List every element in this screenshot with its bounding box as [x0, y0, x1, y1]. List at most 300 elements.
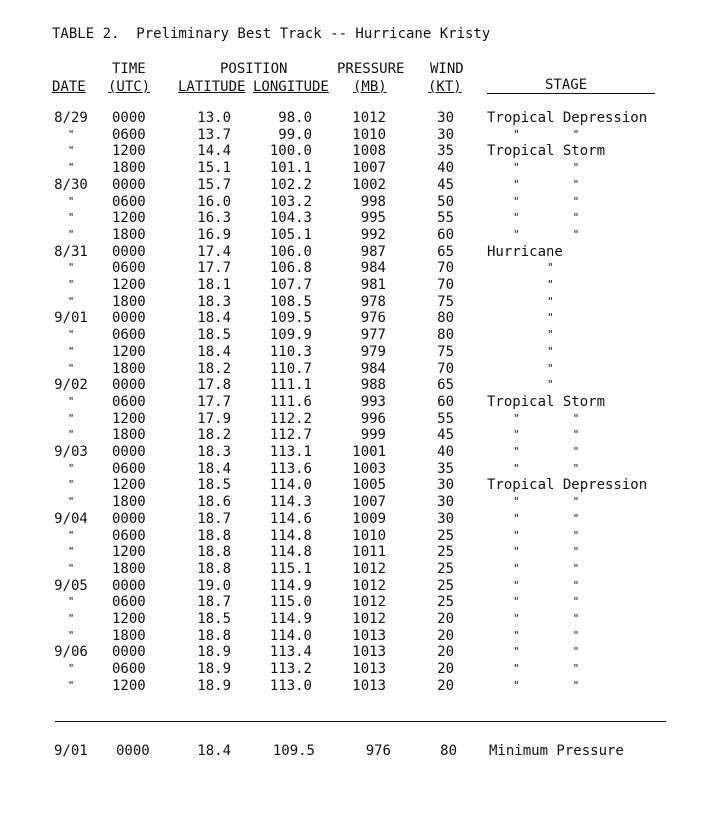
stage-cell: " " [513, 161, 580, 175]
pressure-cell: 992 [360, 226, 386, 243]
date-cell: " [67, 127, 75, 141]
table-row [0, 444, 703, 461]
date-cell: 9/02 [54, 377, 88, 394]
table-row [0, 461, 703, 478]
time-cell: 0000 [112, 243, 146, 260]
wind-cell: 20 [437, 611, 454, 627]
wind-cell: 30 [437, 126, 454, 143]
pressure-cell: 979 [360, 343, 386, 360]
wind-cell: 25 [437, 544, 454, 561]
longitude-cell: 112.7 [269, 427, 312, 444]
time-cell: 0600 [112, 661, 146, 678]
summary-wind: 80 [440, 743, 457, 759]
date-cell: " [67, 294, 75, 308]
longitude-cell: 99.0 [278, 126, 312, 143]
stage-cell: " [547, 328, 554, 342]
time-cell: 0000 [112, 176, 146, 193]
latitude-cell: 18.2 [197, 427, 231, 444]
header-pressure-top: PRESSURE [337, 61, 405, 77]
wind-cell: 65 [437, 377, 454, 394]
longitude-cell: 114.0 [269, 477, 312, 494]
latitude-cell: 18.2 [197, 360, 231, 377]
table-row [0, 644, 703, 661]
stage-cell: " [547, 361, 554, 375]
table-row [0, 561, 703, 578]
longitude-cell: 115.1 [269, 560, 312, 577]
time-cell: 1800 [112, 494, 146, 511]
date-cell: 9/04 [54, 510, 88, 527]
pressure-cell: 1010 [352, 527, 386, 544]
latitude-cell: 18.8 [197, 627, 231, 644]
table-row [0, 494, 703, 511]
table-row [0, 678, 703, 695]
table-row [0, 110, 703, 127]
wind-cell: 80 [437, 310, 454, 327]
pressure-cell: 1002 [352, 176, 386, 193]
latitude-cell: 17.7 [197, 260, 231, 277]
pressure-cell: 998 [360, 193, 386, 210]
latitude-cell: 18.3 [197, 444, 231, 460]
latitude-cell: 18.9 [197, 661, 231, 678]
pressure-cell: 1012 [352, 611, 386, 627]
longitude-cell: 114.6 [269, 510, 312, 527]
latitude-cell: 17.9 [197, 410, 231, 427]
header-position-top: POSITION [220, 61, 288, 77]
longitude-cell: 113.4 [269, 644, 312, 661]
longitude-cell: 113.2 [269, 661, 312, 678]
summary-row [0, 743, 703, 760]
table-row [0, 127, 703, 144]
longitude-cell: 112.2 [269, 410, 312, 427]
summary-date: 9/01 [54, 743, 88, 759]
table-row [0, 528, 703, 545]
wind-cell: 20 [437, 627, 454, 644]
table-row [0, 578, 703, 595]
table-row [0, 294, 703, 311]
time-cell: 0600 [112, 126, 146, 143]
table-row [0, 361, 703, 378]
wind-cell: 80 [437, 327, 454, 344]
table-row [0, 227, 703, 244]
time-cell: 1800 [112, 360, 146, 377]
latitude-cell: 13.7 [197, 126, 231, 143]
stage-cell: " " [513, 578, 580, 592]
time-cell: 0600 [112, 327, 146, 344]
time-cell: 0600 [112, 193, 146, 210]
table-title: TABLE 2. Preliminary Best Track -- Hurricane Kristy [52, 26, 491, 42]
stage-cell: " " [513, 445, 580, 458]
latitude-cell: 18.9 [197, 677, 231, 694]
wind-cell: 45 [437, 427, 454, 444]
pressure-cell: 996 [360, 410, 386, 427]
longitude-cell: 115.0 [269, 594, 312, 611]
pressure-cell: 1012 [352, 594, 386, 611]
pressure-cell: 1007 [352, 494, 386, 511]
wind-cell: 25 [437, 527, 454, 544]
stage-cell: " " [513, 612, 580, 625]
date-cell: " [67, 227, 75, 241]
time-cell: 1800 [112, 627, 146, 644]
pressure-cell: 1005 [352, 477, 386, 494]
pressure-cell: 984 [360, 360, 386, 377]
pressure-cell: 1013 [352, 661, 386, 678]
latitude-cell: 17.8 [197, 377, 231, 394]
date-cell: " [67, 628, 75, 642]
time-cell: 0600 [112, 460, 146, 477]
latitude-cell: 15.1 [197, 160, 231, 177]
time-cell: 0600 [112, 594, 146, 611]
table-bottom-rule [55, 721, 666, 722]
table-row [0, 628, 703, 645]
stage-cell: " " [513, 561, 580, 575]
pressure-cell: 1012 [352, 560, 386, 577]
latitude-cell: 16.0 [197, 193, 231, 210]
date-cell: " [67, 394, 75, 408]
time-cell: 1200 [112, 143, 146, 160]
table-row [0, 344, 703, 361]
stage-cell: " " [513, 227, 580, 241]
wind-cell: 70 [437, 277, 454, 293]
wind-cell: 65 [437, 243, 454, 260]
wind-cell: 40 [437, 444, 454, 460]
table-row [0, 244, 703, 261]
wind-cell: 30 [437, 477, 454, 494]
time-cell: 1800 [112, 560, 146, 577]
table-row [0, 411, 703, 428]
pressure-cell: 1010 [352, 126, 386, 143]
time-cell: 1800 [112, 427, 146, 444]
longitude-cell: 100.0 [269, 143, 312, 160]
stage-cell: " [547, 294, 554, 308]
stage-cell: Hurricane [487, 243, 563, 260]
latitude-cell: 18.1 [197, 277, 231, 293]
wind-cell: 35 [437, 143, 454, 160]
stage-cell: " [547, 311, 554, 325]
table-row [0, 511, 703, 528]
time-cell: 0000 [112, 577, 146, 594]
wind-cell: 70 [437, 360, 454, 377]
time-cell: 0000 [112, 310, 146, 327]
longitude-cell: 109.9 [269, 327, 312, 344]
time-cell: 0000 [112, 644, 146, 661]
stage-cell: Tropical Depression [487, 477, 648, 494]
latitude-cell: 18.3 [197, 293, 231, 310]
table-row [0, 194, 703, 211]
wind-cell: 70 [437, 260, 454, 277]
date-cell: " [67, 678, 75, 692]
pressure-cell: 999 [360, 427, 386, 444]
header-time-top: TIME [112, 61, 146, 77]
table-row [0, 611, 703, 628]
table-row [0, 327, 703, 344]
wind-cell: 25 [437, 594, 454, 611]
date-cell: " [67, 561, 75, 575]
stage-cell: " " [513, 595, 580, 609]
pressure-cell: 1012 [352, 110, 386, 126]
table-row [0, 661, 703, 678]
longitude-cell: 106.0 [269, 243, 312, 260]
header-wind-bottom: (KT) [428, 79, 462, 95]
longitude-cell: 102.2 [269, 176, 312, 193]
date-cell: " [67, 495, 75, 509]
latitude-cell: 18.8 [197, 527, 231, 544]
wind-cell: 20 [437, 661, 454, 678]
stage-cell: " " [513, 127, 580, 141]
latitude-cell: 14.4 [197, 143, 231, 160]
wind-cell: 60 [437, 226, 454, 243]
header-stage: STAGE [545, 77, 588, 93]
longitude-cell: 105.1 [269, 226, 312, 243]
stage-cell: " " [513, 177, 580, 191]
summary-latitude: 18.4 [197, 743, 231, 759]
date-cell: " [67, 328, 75, 342]
latitude-cell: 18.5 [197, 611, 231, 627]
longitude-cell: 109.5 [269, 310, 312, 327]
table-row [0, 427, 703, 444]
latitude-cell: 18.4 [197, 343, 231, 360]
summary-longitude: 109.5 [272, 743, 315, 759]
date-cell: 9/01 [54, 310, 88, 327]
latitude-cell: 18.5 [197, 477, 231, 494]
stage-cell: " " [513, 511, 580, 525]
latitude-cell: 18.5 [197, 327, 231, 344]
longitude-cell: 110.3 [269, 343, 312, 360]
longitude-cell: 98.0 [278, 110, 312, 126]
date-cell: " [67, 461, 75, 475]
longitude-cell: 113.1 [269, 444, 312, 460]
date-cell: " [67, 545, 75, 559]
pressure-cell: 1013 [352, 627, 386, 644]
date-cell: 8/31 [54, 243, 88, 260]
stage-cell: " " [513, 545, 580, 559]
header-time-bottom: (UTC) [108, 79, 151, 95]
summary-pressure: 976 [365, 743, 391, 759]
latitude-cell: 18.8 [197, 544, 231, 561]
wind-cell: 25 [437, 560, 454, 577]
longitude-cell: 104.3 [269, 210, 312, 227]
pressure-cell: 1011 [352, 544, 386, 561]
date-cell: " [67, 528, 75, 542]
pressure-cell: 1001 [352, 444, 386, 460]
time-cell: 0000 [112, 377, 146, 394]
stage-cell: " " [513, 495, 580, 509]
wind-cell: 50 [437, 193, 454, 210]
longitude-cell: 113.0 [269, 677, 312, 694]
longitude-cell: 114.3 [269, 494, 312, 511]
stage-cell: " " [513, 662, 580, 676]
header-longitude: LONGITUDE [253, 79, 329, 95]
time-cell: 1200 [112, 343, 146, 360]
latitude-cell: 18.4 [197, 460, 231, 477]
time-cell: 1800 [112, 226, 146, 243]
longitude-cell: 107.7 [269, 277, 312, 293]
stage-cell: Tropical Storm [487, 393, 606, 410]
longitude-cell: 103.2 [269, 193, 312, 210]
time-cell: 0000 [112, 110, 146, 126]
table-row [0, 594, 703, 611]
longitude-cell: 101.1 [269, 160, 312, 177]
latitude-cell: 18.7 [197, 510, 231, 527]
date-cell: " [67, 161, 75, 175]
pressure-cell: 988 [360, 377, 386, 394]
wind-cell: 55 [437, 210, 454, 227]
table-row [0, 160, 703, 177]
date-cell: " [67, 662, 75, 676]
stage-cell: " [547, 278, 554, 291]
wind-cell: 60 [437, 393, 454, 410]
date-cell: " [67, 612, 75, 625]
date-cell: 8/30 [54, 176, 88, 193]
longitude-cell: 111.6 [269, 393, 312, 410]
pressure-cell: 984 [360, 260, 386, 277]
pressure-cell: 1007 [352, 160, 386, 177]
date-cell: " [67, 211, 75, 225]
pressure-cell: 993 [360, 393, 386, 410]
table-row [0, 310, 703, 327]
longitude-cell: 108.5 [269, 293, 312, 310]
time-cell: 0600 [112, 527, 146, 544]
stage-cell: " " [513, 194, 580, 208]
longitude-cell: 111.1 [269, 377, 312, 394]
table-row [0, 210, 703, 227]
stage-underline [487, 93, 655, 94]
table-row [0, 394, 703, 411]
date-cell: " [67, 278, 75, 291]
stage-cell: " " [513, 528, 580, 542]
wind-cell: 35 [437, 460, 454, 477]
wind-cell: 75 [437, 293, 454, 310]
pressure-cell: 1009 [352, 510, 386, 527]
date-cell: " [67, 478, 75, 492]
latitude-cell: 18.7 [197, 594, 231, 611]
stage-cell: " [547, 344, 554, 358]
longitude-cell: 114.9 [269, 611, 312, 627]
time-cell: 1200 [112, 544, 146, 561]
pressure-cell: 1013 [352, 677, 386, 694]
date-cell: " [67, 428, 75, 442]
latitude-cell: 16.9 [197, 226, 231, 243]
stage-cell: " [547, 378, 554, 392]
pressure-cell: 977 [360, 327, 386, 344]
latitude-cell: 19.0 [197, 577, 231, 594]
date-cell: 9/05 [54, 577, 88, 594]
table-row [0, 177, 703, 194]
time-cell: 0600 [112, 393, 146, 410]
time-cell: 1200 [112, 410, 146, 427]
date-cell: " [67, 595, 75, 609]
wind-cell: 40 [437, 160, 454, 177]
latitude-cell: 18.4 [197, 310, 231, 327]
date-cell: " [67, 361, 75, 375]
stage-cell: " " [513, 211, 580, 225]
latitude-cell: 13.0 [197, 110, 231, 126]
latitude-cell: 17.4 [197, 243, 231, 260]
date-cell: " [67, 261, 75, 275]
header-wind-top: WIND [430, 61, 464, 77]
time-cell: 1800 [112, 293, 146, 310]
wind-cell: 20 [437, 644, 454, 661]
table-row [0, 377, 703, 394]
date-cell: " [67, 144, 75, 158]
latitude-cell: 18.8 [197, 560, 231, 577]
longitude-cell: 114.9 [269, 577, 312, 594]
time-cell: 1200 [112, 277, 146, 293]
stage-cell: " [547, 261, 554, 275]
time-cell: 1200 [112, 611, 146, 627]
stage-cell: " " [513, 628, 580, 642]
stage-cell: " " [513, 461, 580, 475]
header-date: DATE [52, 79, 86, 95]
wind-cell: 20 [437, 677, 454, 694]
wind-cell: 25 [437, 577, 454, 594]
date-cell: 9/03 [54, 444, 88, 460]
wind-cell: 30 [437, 110, 454, 126]
table-row [0, 477, 703, 494]
time-cell: 0000 [112, 444, 146, 460]
pressure-cell: 1013 [352, 644, 386, 661]
wind-cell: 30 [437, 494, 454, 511]
stage-cell: Tropical Depression [487, 110, 648, 126]
time-cell: 1200 [112, 210, 146, 227]
table-row [0, 260, 703, 277]
time-cell: 1200 [112, 477, 146, 494]
pressure-cell: 987 [360, 243, 386, 260]
wind-cell: 30 [437, 510, 454, 527]
latitude-cell: 18.6 [197, 494, 231, 511]
stage-cell: " " [513, 411, 580, 425]
stage-cell: " " [513, 645, 580, 659]
wind-cell: 75 [437, 343, 454, 360]
time-cell: 1800 [112, 160, 146, 177]
pressure-cell: 1012 [352, 577, 386, 594]
time-cell: 1200 [112, 677, 146, 694]
wind-cell: 55 [437, 410, 454, 427]
time-cell: 0000 [112, 510, 146, 527]
time-cell: 0600 [112, 260, 146, 277]
pressure-cell: 995 [360, 210, 386, 227]
longitude-cell: 114.8 [269, 544, 312, 561]
longitude-cell: 114.0 [269, 627, 312, 644]
summary-note: Minimum Pressure [489, 743, 624, 759]
longitude-cell: 113.6 [269, 460, 312, 477]
latitude-cell: 15.7 [197, 176, 231, 193]
latitude-cell: 17.7 [197, 393, 231, 410]
longitude-cell: 110.7 [269, 360, 312, 377]
stage-cell: " " [513, 678, 580, 692]
stage-cell: Tropical Storm [487, 143, 606, 160]
pressure-cell: 976 [360, 310, 386, 327]
longitude-cell: 106.8 [269, 260, 312, 277]
pressure-cell: 1008 [352, 143, 386, 160]
header-pressure-bottom: (MB) [353, 79, 387, 95]
summary-time: 0000 [116, 743, 150, 759]
wind-cell: 45 [437, 176, 454, 193]
pressure-cell: 981 [360, 277, 386, 293]
date-cell: " [67, 194, 75, 208]
date-cell: 9/06 [54, 644, 88, 661]
pressure-cell: 1003 [352, 460, 386, 477]
table-row [0, 143, 703, 160]
latitude-cell: 18.9 [197, 644, 231, 661]
longitude-cell: 114.8 [269, 527, 312, 544]
date-cell: 8/29 [54, 110, 88, 126]
stage-cell: " " [513, 428, 580, 442]
date-cell: " [67, 344, 75, 358]
table-row [0, 544, 703, 561]
date-cell: " [67, 411, 75, 425]
latitude-cell: 16.3 [197, 210, 231, 227]
pressure-cell: 978 [360, 293, 386, 310]
